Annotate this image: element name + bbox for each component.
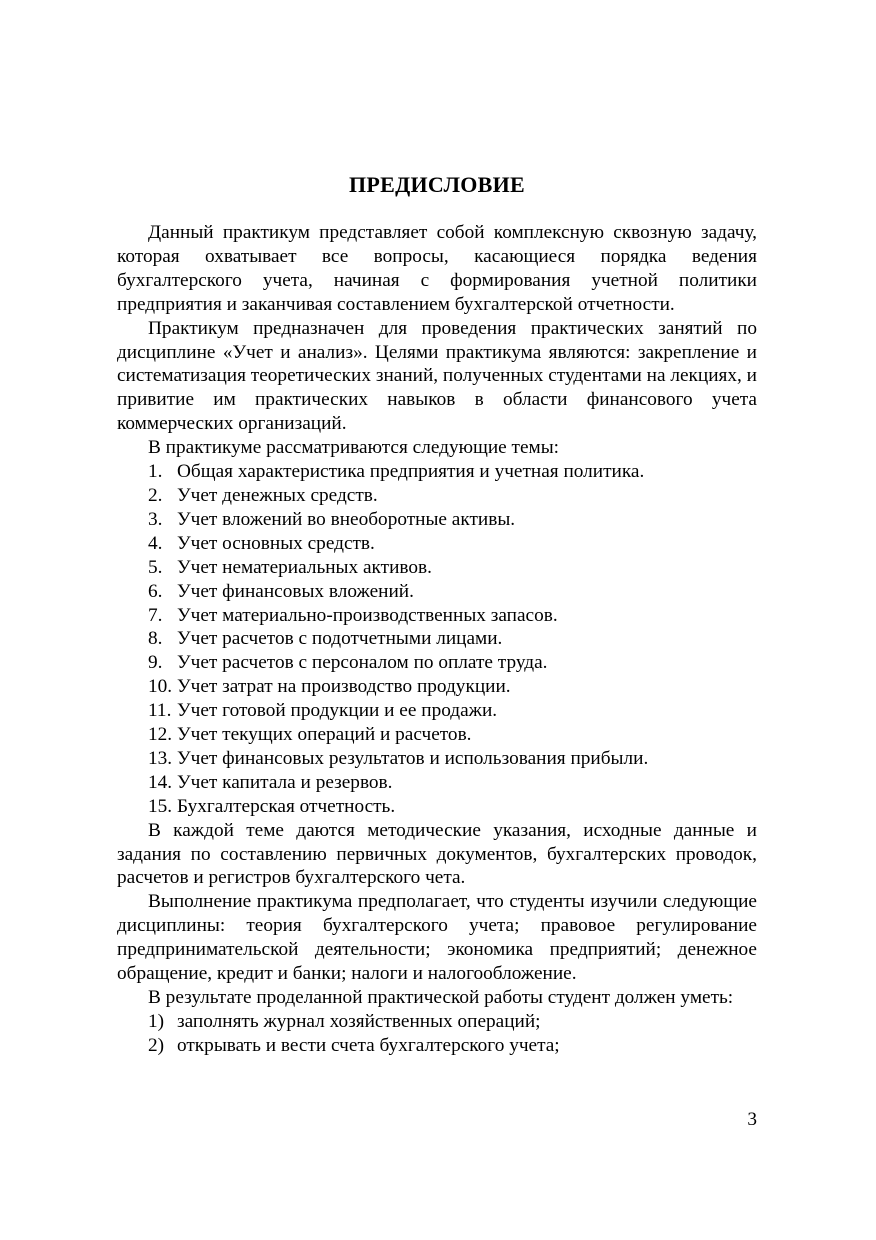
list-item xyxy=(117,651,757,675)
list-item xyxy=(117,1034,757,1058)
body-text xyxy=(117,221,757,1058)
list-item-text: Учет нематериальных активов. xyxy=(177,556,432,578)
list-number: 11. xyxy=(148,700,172,722)
list-item xyxy=(117,627,757,651)
list-number: 4. xyxy=(148,532,163,554)
list-item-text: Учет текущих операций и расчетов. xyxy=(177,724,472,746)
list-item-text: Учет финансовых вложений. xyxy=(177,580,414,602)
page-title: ПРЕДИСЛОВИЕ xyxy=(348,172,526,197)
list-number: 13. xyxy=(148,747,173,769)
list-number: 3. xyxy=(148,508,163,530)
paragraph-intro: Данный практикум представляет собой комплексную сквозную задачу, которая охватывает все вопросы, касающиеся порядка ведения бухгалтерского учета, начиная с формирования учетной политики предприятия и заканчивая составлением бухгалтерской отчетности. xyxy=(117,222,757,315)
list-number: 2) xyxy=(148,1034,165,1056)
list-number: 12. xyxy=(148,724,173,746)
list-item xyxy=(117,699,757,723)
list-number: 8. xyxy=(148,628,163,650)
list-item-text: Учет денежных средств. xyxy=(177,484,378,506)
list-item xyxy=(117,675,757,699)
list-item-text: Учет основных средств. xyxy=(177,532,375,554)
paragraph-prerequisites: Выполнение практикума предполагает, что студенты изучили следующие дисциплины: теория бухгалтерского учета; правовое регулирование предпринимательской деятельности; экономика предприятий; денежное обращение, кредит и банки; налоги и налогообложение. xyxy=(117,891,757,985)
list-item xyxy=(117,771,757,795)
list-item xyxy=(117,604,757,628)
list-number: 1. xyxy=(148,461,163,483)
list-number: 14. xyxy=(148,771,173,793)
list-item xyxy=(117,723,757,747)
list-item xyxy=(117,580,757,604)
list-item-text: Учет готовой продукции и ее продажи. xyxy=(177,700,498,722)
list-item-text: заполнять журнал хозяйственных операций; xyxy=(177,1010,541,1032)
list-item xyxy=(117,556,757,580)
list-item xyxy=(117,460,757,484)
list-item-text: Учет затрат на производство продукции. xyxy=(177,676,511,698)
list-item-text: Учет расчетов с персоналом по оплате труда. xyxy=(177,652,548,674)
list-item xyxy=(117,532,757,556)
list-item-text: Учет материально-производственных запасов. xyxy=(177,604,558,626)
list-number: 5. xyxy=(148,556,163,578)
list-item xyxy=(117,508,757,532)
topics-list xyxy=(117,460,757,819)
list-number: 7. xyxy=(148,604,163,626)
page-number: 3 xyxy=(747,1109,757,1130)
paragraph-purpose: Практикум предназначен для проведения практических занятий по дисциплине «Учет и анализ». Целями практикума являются: закрепление и систематизация теоретических знаний, полученных студентами на лекциях, и привитие им практических навыков в области финансового учета коммерческих организаций. xyxy=(117,317,757,435)
list-number: 1) xyxy=(148,1010,165,1032)
list-number: 9. xyxy=(148,652,163,674)
list-item xyxy=(117,747,757,771)
list-item-text: открывать и вести счета бухгалтерского учета; xyxy=(177,1034,560,1056)
list-number: 6. xyxy=(148,580,163,602)
list-number: 10. xyxy=(148,676,173,698)
list-number: 2. xyxy=(148,484,163,506)
list-item xyxy=(117,1010,757,1034)
list-item-text: Учет вложений во внеоборотные активы. xyxy=(177,508,516,530)
paragraph-outcomes: В результате проделанной практической работы студент должен уметь: xyxy=(148,987,734,1008)
list-item xyxy=(117,484,757,508)
list-item-text: Бухгалтерская отчетность. xyxy=(177,795,396,817)
list-item-text: Учет расчетов с подотчетными лицами. xyxy=(177,628,503,650)
paragraph-methods: В каждой теме даются методические указания, исходные данные и задания по составлению первичных документов, бухгалтерских проводок, расчетов и регистров бухгалтерского чета. xyxy=(117,819,757,889)
paragraph-topics-intro: В практикуме рассматриваются следующие темы: xyxy=(148,437,560,459)
list-item-text: Учет финансовых результатов и использования прибыли. xyxy=(177,747,649,769)
list-item xyxy=(117,795,757,819)
skills-list xyxy=(117,1010,757,1058)
list-item-text: Учет капитала и резервов. xyxy=(177,771,393,793)
list-number: 15. xyxy=(148,795,173,817)
list-item-text: Общая характеристика предприятия и учетная политика. xyxy=(177,461,645,483)
